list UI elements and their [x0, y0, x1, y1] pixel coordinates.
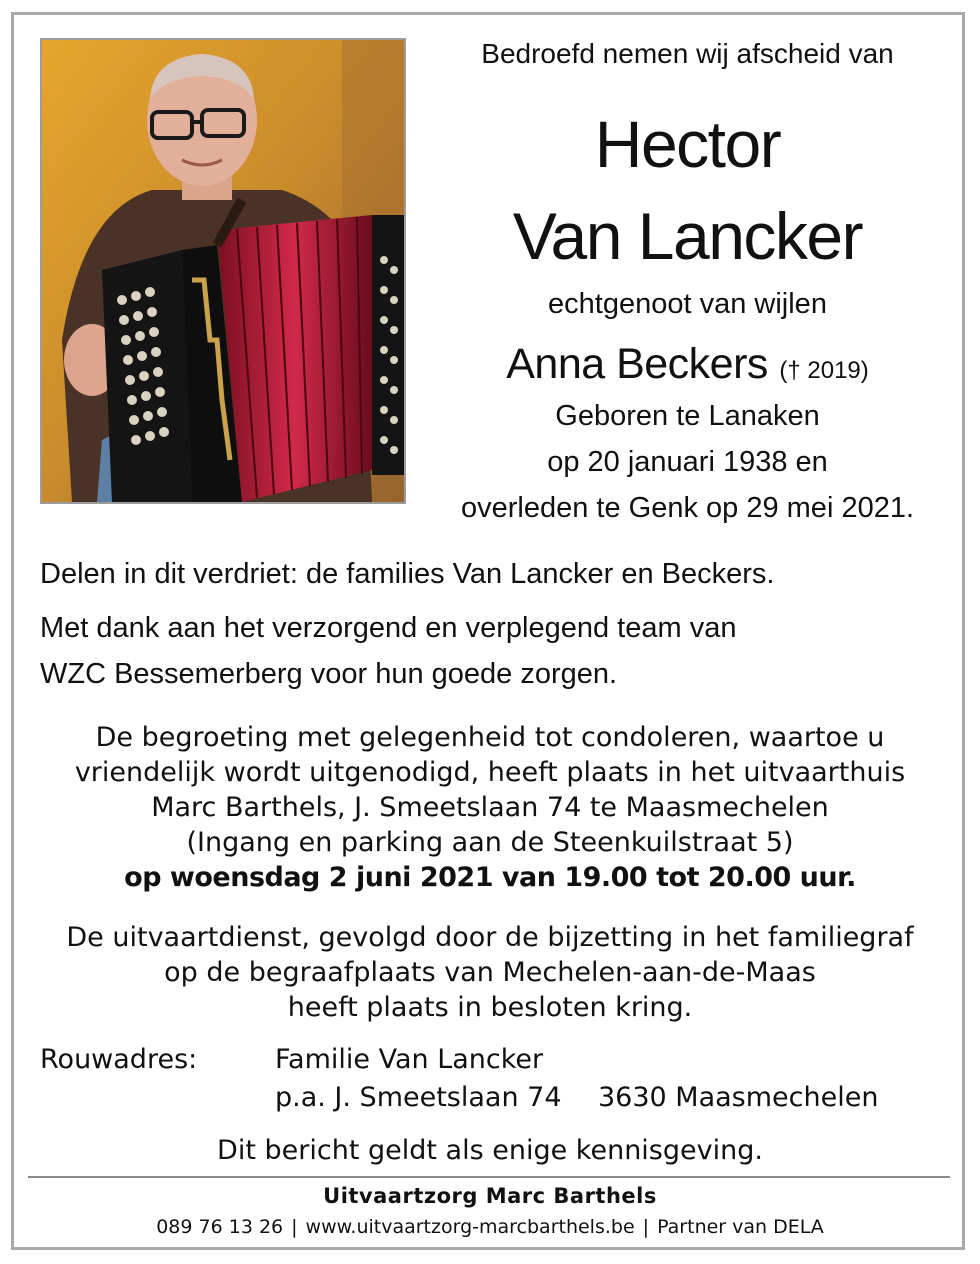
portrait-accordion-illustration — [42, 40, 404, 502]
service-block — [30, 920, 950, 1025]
deceased-first-name: Hector — [594, 107, 781, 181]
family-share-text: Delen in dit verdriet: de families Van Lancker en Beckers. — [40, 558, 775, 590]
service-line-1: De uitvaartdienst, gevolgd door de bijzetting in het familiegraf — [66, 922, 914, 953]
portrait-photo — [40, 38, 406, 504]
visitation-line-4: (Ingang en parking aan de Steenkuilstraat 5) — [186, 827, 794, 858]
footer-phone: 089 76 13 26 — [156, 1216, 284, 1238]
address-street: p.a. J. Smeetslaan 74 — [275, 1082, 562, 1113]
thanks-line-1: Met dank aan het verzorgend en verplegend team van — [40, 612, 737, 644]
footer-partner: Partner van DELA — [657, 1216, 824, 1238]
spouse-name: Anna Beckers — [506, 340, 768, 388]
visitation-when: op woensdag 2 juni 2021 van 19.00 tot 20.00 uur. — [124, 862, 856, 893]
deceased-last-name: Van Lancker — [512, 199, 863, 273]
footer-divider — [28, 1176, 950, 1178]
spouse-relation: echtgenoot van wijlen — [548, 288, 827, 320]
visitation-line-1: De begroeting met gelegenheid tot condoleren, waartoe u — [95, 722, 885, 753]
birth-date: op 20 januari 1938 en — [547, 446, 828, 478]
address-label: Rouwadres: — [40, 1044, 198, 1075]
footer-website[interactable]: www.uitvaartzorg-marcbarthels.be — [305, 1216, 635, 1238]
birth-place: Geboren te Lanaken — [555, 400, 820, 432]
spouse-death-year: († 2019) — [779, 357, 869, 384]
footer-separator: | — [642, 1216, 650, 1238]
service-line-2: op de begraafplaats van Mechelen-aan-de-Maas — [164, 957, 816, 988]
address-family: Familie Van Lancker — [275, 1044, 544, 1075]
visitation-line-3: Marc Barthels, J. Smeetslaan 74 te Maasmechelen — [151, 792, 829, 823]
intro-text: Bedroefd nemen wij afscheid van — [481, 38, 894, 69]
footer-contact — [30, 1216, 950, 1238]
thanks-line-2: WZC Bessemerberg voor hun goede zorgen. — [40, 658, 618, 690]
funeral-company-name: Uitvaartzorg Marc Barthels — [323, 1184, 657, 1208]
notice-text: Dit bericht geldt als enige kennisgeving. — [217, 1135, 763, 1166]
service-line-3: heeft plaats in besloten kring. — [287, 992, 693, 1023]
spouse-line — [430, 340, 945, 389]
visitation-line-2: vriendelijk wordt uitgenodigd, heeft plaats in het uitvaarthuis — [74, 757, 906, 788]
death-place-date: overleden te Genk op 29 mei 2021. — [460, 492, 915, 524]
visitation-block — [30, 720, 950, 895]
footer-separator: | — [291, 1216, 298, 1238]
address-city: 3630 Maasmechelen — [598, 1082, 879, 1113]
